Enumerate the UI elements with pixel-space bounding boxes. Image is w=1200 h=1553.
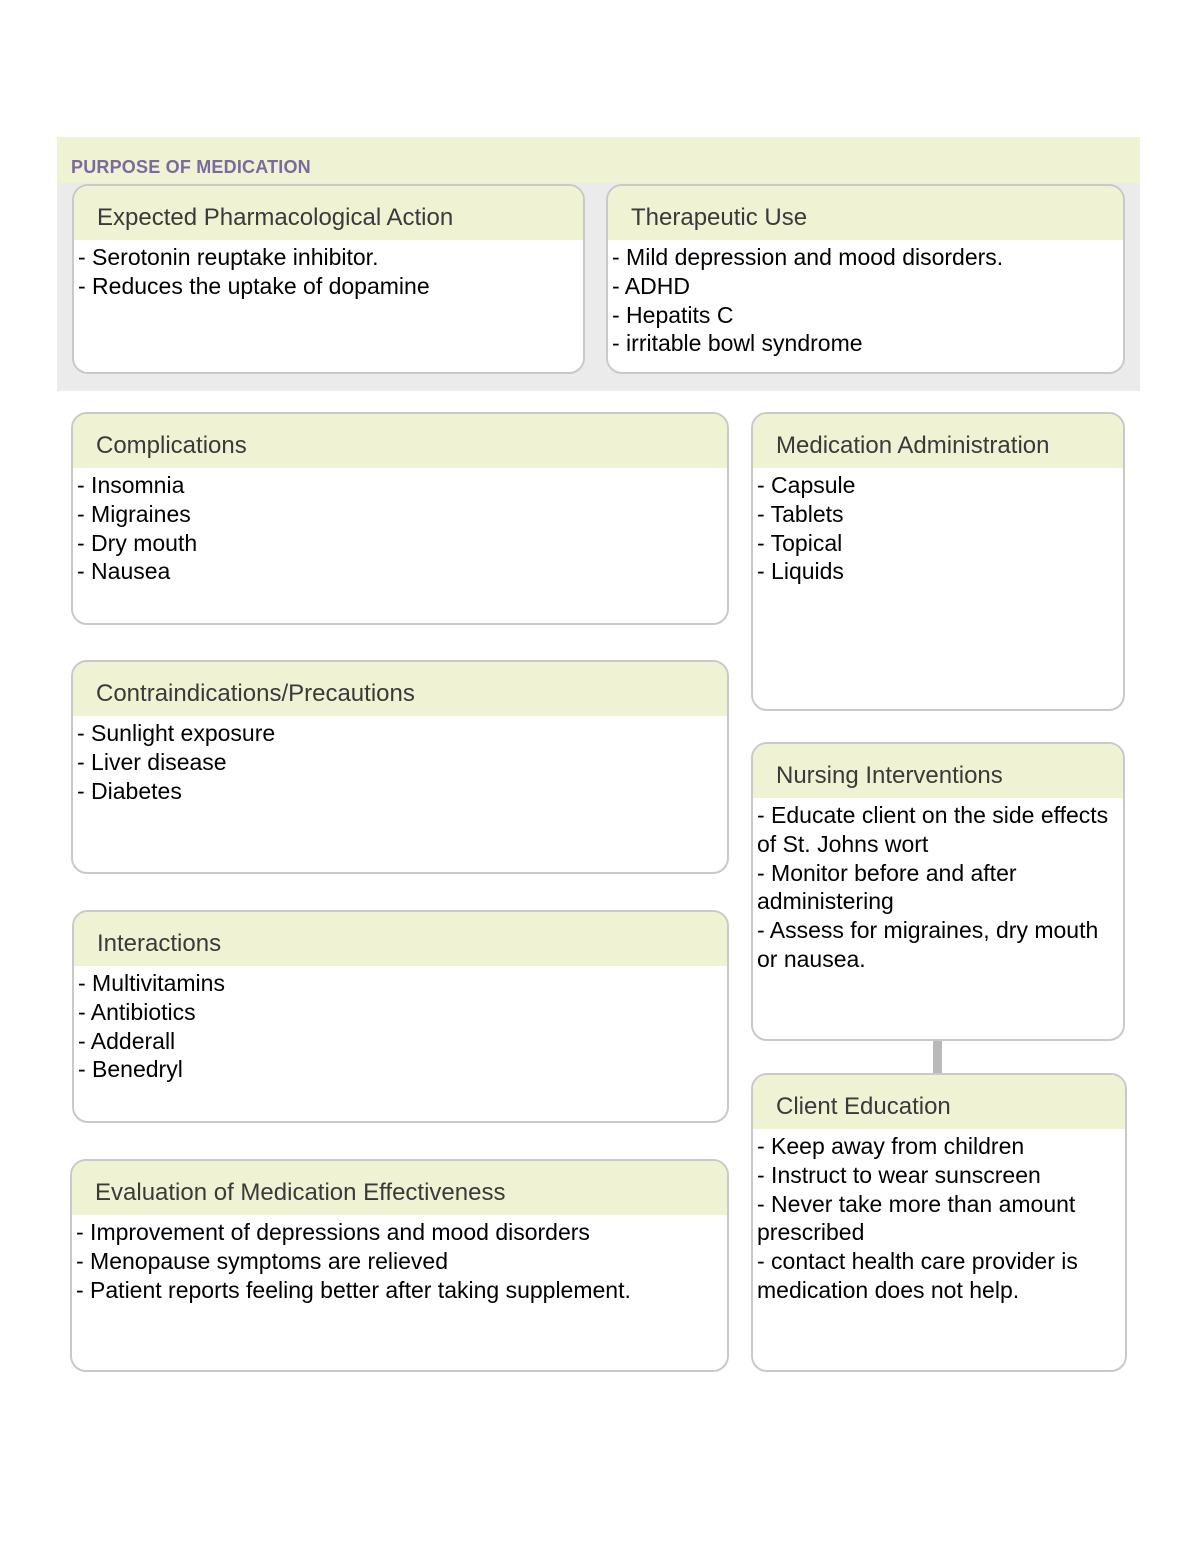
therapeutic-use-title: Therapeutic Use: [608, 186, 1123, 240]
interactions-card: [72, 910, 729, 1123]
connector-line: [933, 1041, 942, 1074]
administration-body: - Capsule - Tablets - Topical - Liquids: [757, 472, 856, 585]
evaluation-body: - Improvement of depressions and mood disorders - Menopause symptoms are relieved - Patient reports feeling better after taking supplement.: [76, 1219, 631, 1303]
therapeutic-use-body: - Mild depression and mood disorders. - ADHD - Hepatits C - irritable bowl syndrome: [612, 244, 1004, 357]
complications-title: Complications: [73, 414, 727, 468]
purpose-title: PURPOSE OF MEDICATION: [71, 157, 311, 177]
expected-action-body: - Serotonin reuptake inhibitor. - Reduces the uptake of dopamine: [78, 244, 430, 299]
therapeutic-use-card: [606, 184, 1125, 374]
contraindications-card: [71, 660, 729, 874]
evaluation-title: Evaluation of Medication Effectiveness: [72, 1161, 727, 1215]
contraindications-body: - Sunlight exposure - Liver disease - Diabetes: [77, 720, 276, 804]
nursing-interventions-card: [751, 742, 1125, 1041]
nursing-interventions-title: Nursing Interventions: [753, 744, 1123, 798]
nursing-interventions-body: - Educate client on the side effects of St. Johns wort - Monitor before and after administering - Assess for migraines, dry mouth or nausea.: [757, 802, 1109, 972]
contraindications-title: Contraindications/Precautions: [73, 662, 727, 716]
client-education-title: Client Education: [753, 1075, 1125, 1129]
complications-body: - Insomnia - Migraines - Dry mouth - Nausea: [77, 472, 198, 585]
expected-action-card: [72, 184, 585, 374]
administration-card: [751, 412, 1125, 711]
expected-action-title: Expected Pharmacological Action: [74, 186, 583, 240]
client-education-body: - Keep away from children - Instruct to wear sunscreen - Never take more than amount prescribed - contact health care provider is medication does not help.: [757, 1133, 1078, 1303]
complications-card: [71, 412, 729, 625]
client-education-card: [751, 1073, 1127, 1372]
interactions-title: Interactions: [74, 912, 727, 966]
interactions-body: - Multivitamins - Antibiotics - Adderall - Benedryl: [78, 970, 225, 1083]
administration-title: Medication Administration: [753, 414, 1123, 468]
evaluation-card: [70, 1159, 729, 1372]
